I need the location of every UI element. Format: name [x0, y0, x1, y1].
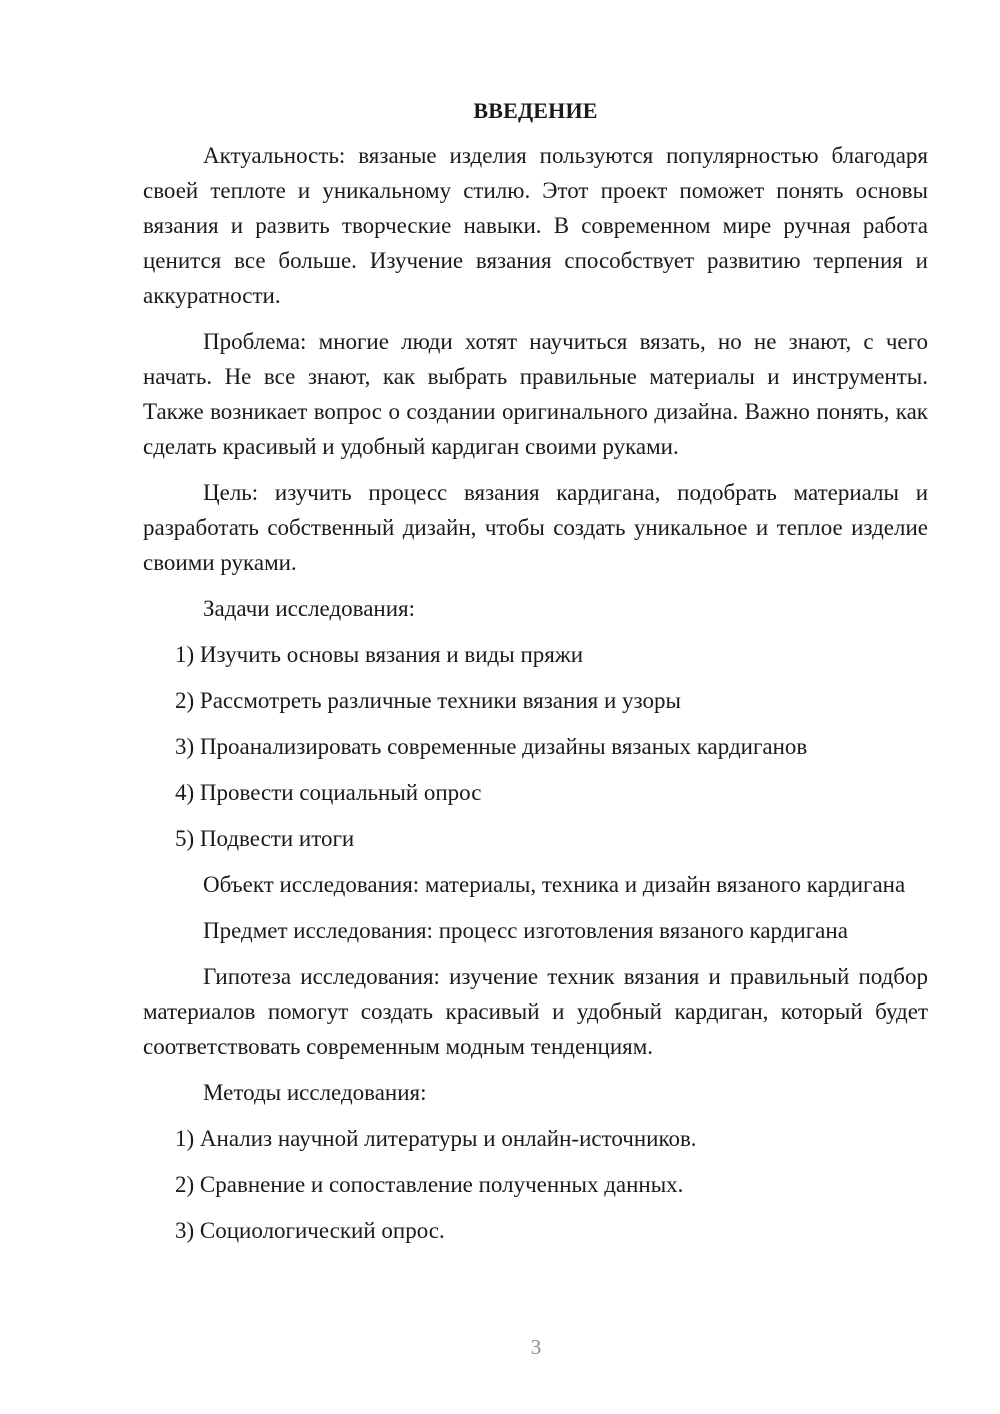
goal-paragraph: Цель: изучить процесс вязания кардигана, подобрать материалы и разработать собственный дизайн, чтобы создать уникальное и теплое изделие своими руками.	[143, 480, 928, 575]
tasks-list	[143, 637, 928, 856]
methods-list	[143, 1121, 928, 1248]
method-item: 1) Анализ научной литературы и онлайн-источников.	[175, 1126, 697, 1151]
section-title: ВВЕДЕНИЕ	[473, 98, 598, 123]
document-body	[143, 96, 928, 1259]
object-paragraph: Объект исследования: материалы, техника и дизайн вязаного кардигана	[203, 872, 906, 897]
methods-heading: Методы исследования:	[203, 1080, 427, 1105]
task-item: 5) Подвести итоги	[175, 826, 355, 851]
task-item: 3) Проанализировать современные дизайны вязаных кардиганов	[175, 734, 808, 759]
hypothesis-paragraph: Гипотеза исследования: изучение техник вязания и правильный подбор материалов помогут создать красивый и удобный кардиган, который будет соответствовать современным модным тенденциям.	[143, 964, 928, 1059]
task-item: 4) Провести социальный опрос	[175, 780, 482, 805]
task-item: 2) Рассмотреть различные техники вязания и узоры	[175, 688, 681, 713]
problem-paragraph: Проблема: многие люди хотят научиться вязать, но не знают, с чего начать. Не все знают, как выбрать правильные материалы и инструменты. Также возникает вопрос о создании оригинального дизайна. Важно понять, как сделать красивый и удобный кардиган своими руками.	[143, 329, 928, 459]
relevance-paragraph: Актуальность: вязаные изделия пользуются популярностью благодаря своей теплоте и уникальному стилю. Этот проект поможет понять основы вязания и развить творческие навыки. В современном мире ручная работа ценится все больше. Изучение вязания способствует развитию терпения и аккуратности.	[143, 143, 928, 308]
subject-paragraph: Предмет исследования: процесс изготовления вязаного кардигана	[203, 918, 848, 943]
method-item: 3) Социологический опрос.	[175, 1218, 445, 1243]
tasks-heading: Задачи исследования:	[203, 596, 416, 621]
page-number: 3	[530, 1335, 542, 1359]
method-item: 2) Сравнение и сопоставление полученных данных.	[175, 1172, 684, 1197]
task-item: 1) Изучить основы вязания и виды пряжи	[175, 642, 584, 667]
